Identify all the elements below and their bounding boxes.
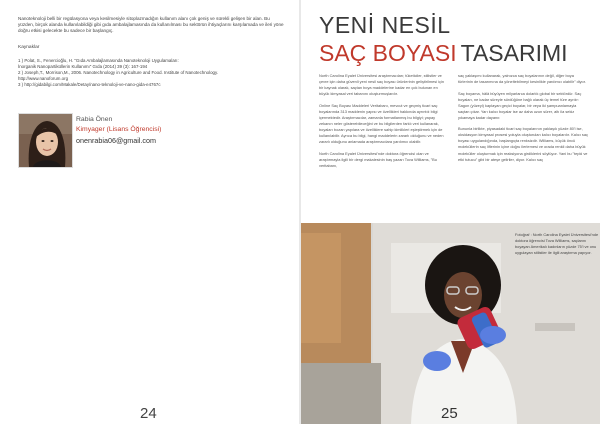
page-number-left: 24 [140, 405, 157, 422]
author-name: Rabia Önen [76, 116, 113, 123]
author-role: Kimyager (Lisans Öğrencisi) [76, 126, 162, 133]
article-column-1 [319, 73, 449, 174]
reference-item: İnorganik Nanopartiküllerin Kullanımı" Gıda (2014) 39 (3): 167-194 [18, 64, 148, 69]
reference-item: 3 ) http://gidabilgi.com/Makale/Detay/nano-teknoloji-ve-nano-gida-e4767c [18, 82, 161, 87]
reference-item: 1 ) Polat, S., Fenercioğlu, H. "Gıda Ambalajlamasında Nanoteknoloji Uygulamaları: [18, 58, 179, 63]
article-paragraph: Saç boyama, hâlâ büyüyen milyarlarca dolarlık global bir sektördür. Saç boyaları, ne kadar süreyle sürdüğüne bağlı olarak üç temel türe ayrılır: Sagon (yüzeyi) kaplayan geçici boyalar, bir veya iki şampuanlamayla saçtan çıkar. Yarı kalıcı boyalar ise az daha uzun sürer, altı ila sekiz yıkamaya kadar dayanır. [458, 90, 582, 120]
page-number-right: 25 [441, 405, 458, 422]
article-paragraph: saç yaklaşımı kullanarak, yalnızca saç boyalarının değil, diğer boya türlerinin de tasarımına da yöneltebilmeyi kesinlikle yardımcı olabilir" diyor. [458, 73, 586, 85]
article-column-2 [458, 73, 588, 168]
article-paragraph: North Carolina Eyalet Üniversitesi araştırmacıları; tüketiciler, stilistler ve çevre için daha güvenli yeni nesil saç boyası ürünlerinin geliştirilmesi için bir kaynak olarak, saçtan boya maddelerine kadar en çok bulunan en büyük kimyasal veri tabanını oluşturmuşlardır. [319, 73, 444, 97]
right-page [301, 0, 600, 424]
article-title-line2 [319, 40, 568, 67]
reference-item: http://www.nanoforum.org [18, 76, 69, 81]
author-portrait-image [19, 114, 72, 167]
references-list [18, 58, 288, 88]
photo-caption: Fotoğraf : North Carolina Eyalet Üniversitesi'nde doktora öğrencisi Tova Williams, saçlarını boyayan Amerikalı kadınların yüzde 75'i ve onu uygulayan stilistler ile ilgili araştırma yapıyor. [515, 232, 599, 255]
intro-paragraph: Nanoteknoloji belli bir regülasyona veya kesilmesiyle sitoplazmadığın kullanım alanı çok geniş ve sürekli gelişen bir alan. Bu yüzden, birçok alanda kullanılabildiği gibi gıda ambalajlamasında da kullanılması bu sektörün ihtiyaçlarını karşılamada ve ileri yöne doğru etkisi gelecekte bu sadece bir başlangıç. [18, 16, 284, 34]
article-title-rest: TASARIMI [460, 40, 568, 66]
author-email[interactable]: onenrabia06@gmail.com [76, 136, 157, 145]
article-title-accent: SAÇ BOYASI [319, 40, 457, 66]
author-photo [18, 113, 73, 168]
article-paragraph: North Carolina Eyalet Üniversitesi'nde doktora öğrencisi olan ve araştırmayla ilgili bir dergi makalesinin baş yazarı Tova Williams, "Bu veritabanı, [319, 150, 437, 168]
article-title-line1: YENİ NESİL [319, 12, 451, 38]
references-title: Kaynaklar [18, 45, 40, 50]
left-page [0, 0, 299, 424]
article-paragraph: Online Saç Boyası Maddeleri Veritabanı, mevcut ve geçmiş ticari saç boyalarında 313 maddenin yapısı ve özellikleri hakkında ayrıntılı bilgi içermektedir. Araştırmacılar, zamanla formatlanmış bu bilgiyi; yapay zekanın neler gösterebileceğini ve bu bilgilerden farklı veri kullanarak, boyaları bozan yapılara ve özelliklere sahip kimlikleri eşleştirmek için de kullanılabilir. Ayrıca bu bilgi, hangi maddelerin zararlı olduğunu ve neden zararlı olduğunu anlamada araştırmacılara yardımcı olabilir. [319, 102, 444, 144]
reference-item: 2 ) Joseph,T., Morrison,M., 2006. Nanotechnology in Agriculture and Food. Institute of Nanotechnology. [18, 70, 219, 75]
article-paragraph: Bununla birlikte, piyasadaki ticari saç boyalarının yaklaşık yüzde 80'i ise, oksidasyon kimyasal prosesi yoluyla oluşturulan kalıcı boyalardır. Kalıcı saç boyası uygulandığında, başlangıçta renksizdir. Williams, küçük öncü moleküllerin saç liflerinin içine doğru ilerlemesi ve orada renkli daha büyük moleküller oluşturmak için reaksiyona girdiklerini söylüyor. Yani bu "tepki ve etki tutucu" gibi bir ateşe geliriler, diyor. Kalıcı saç [458, 126, 588, 162]
